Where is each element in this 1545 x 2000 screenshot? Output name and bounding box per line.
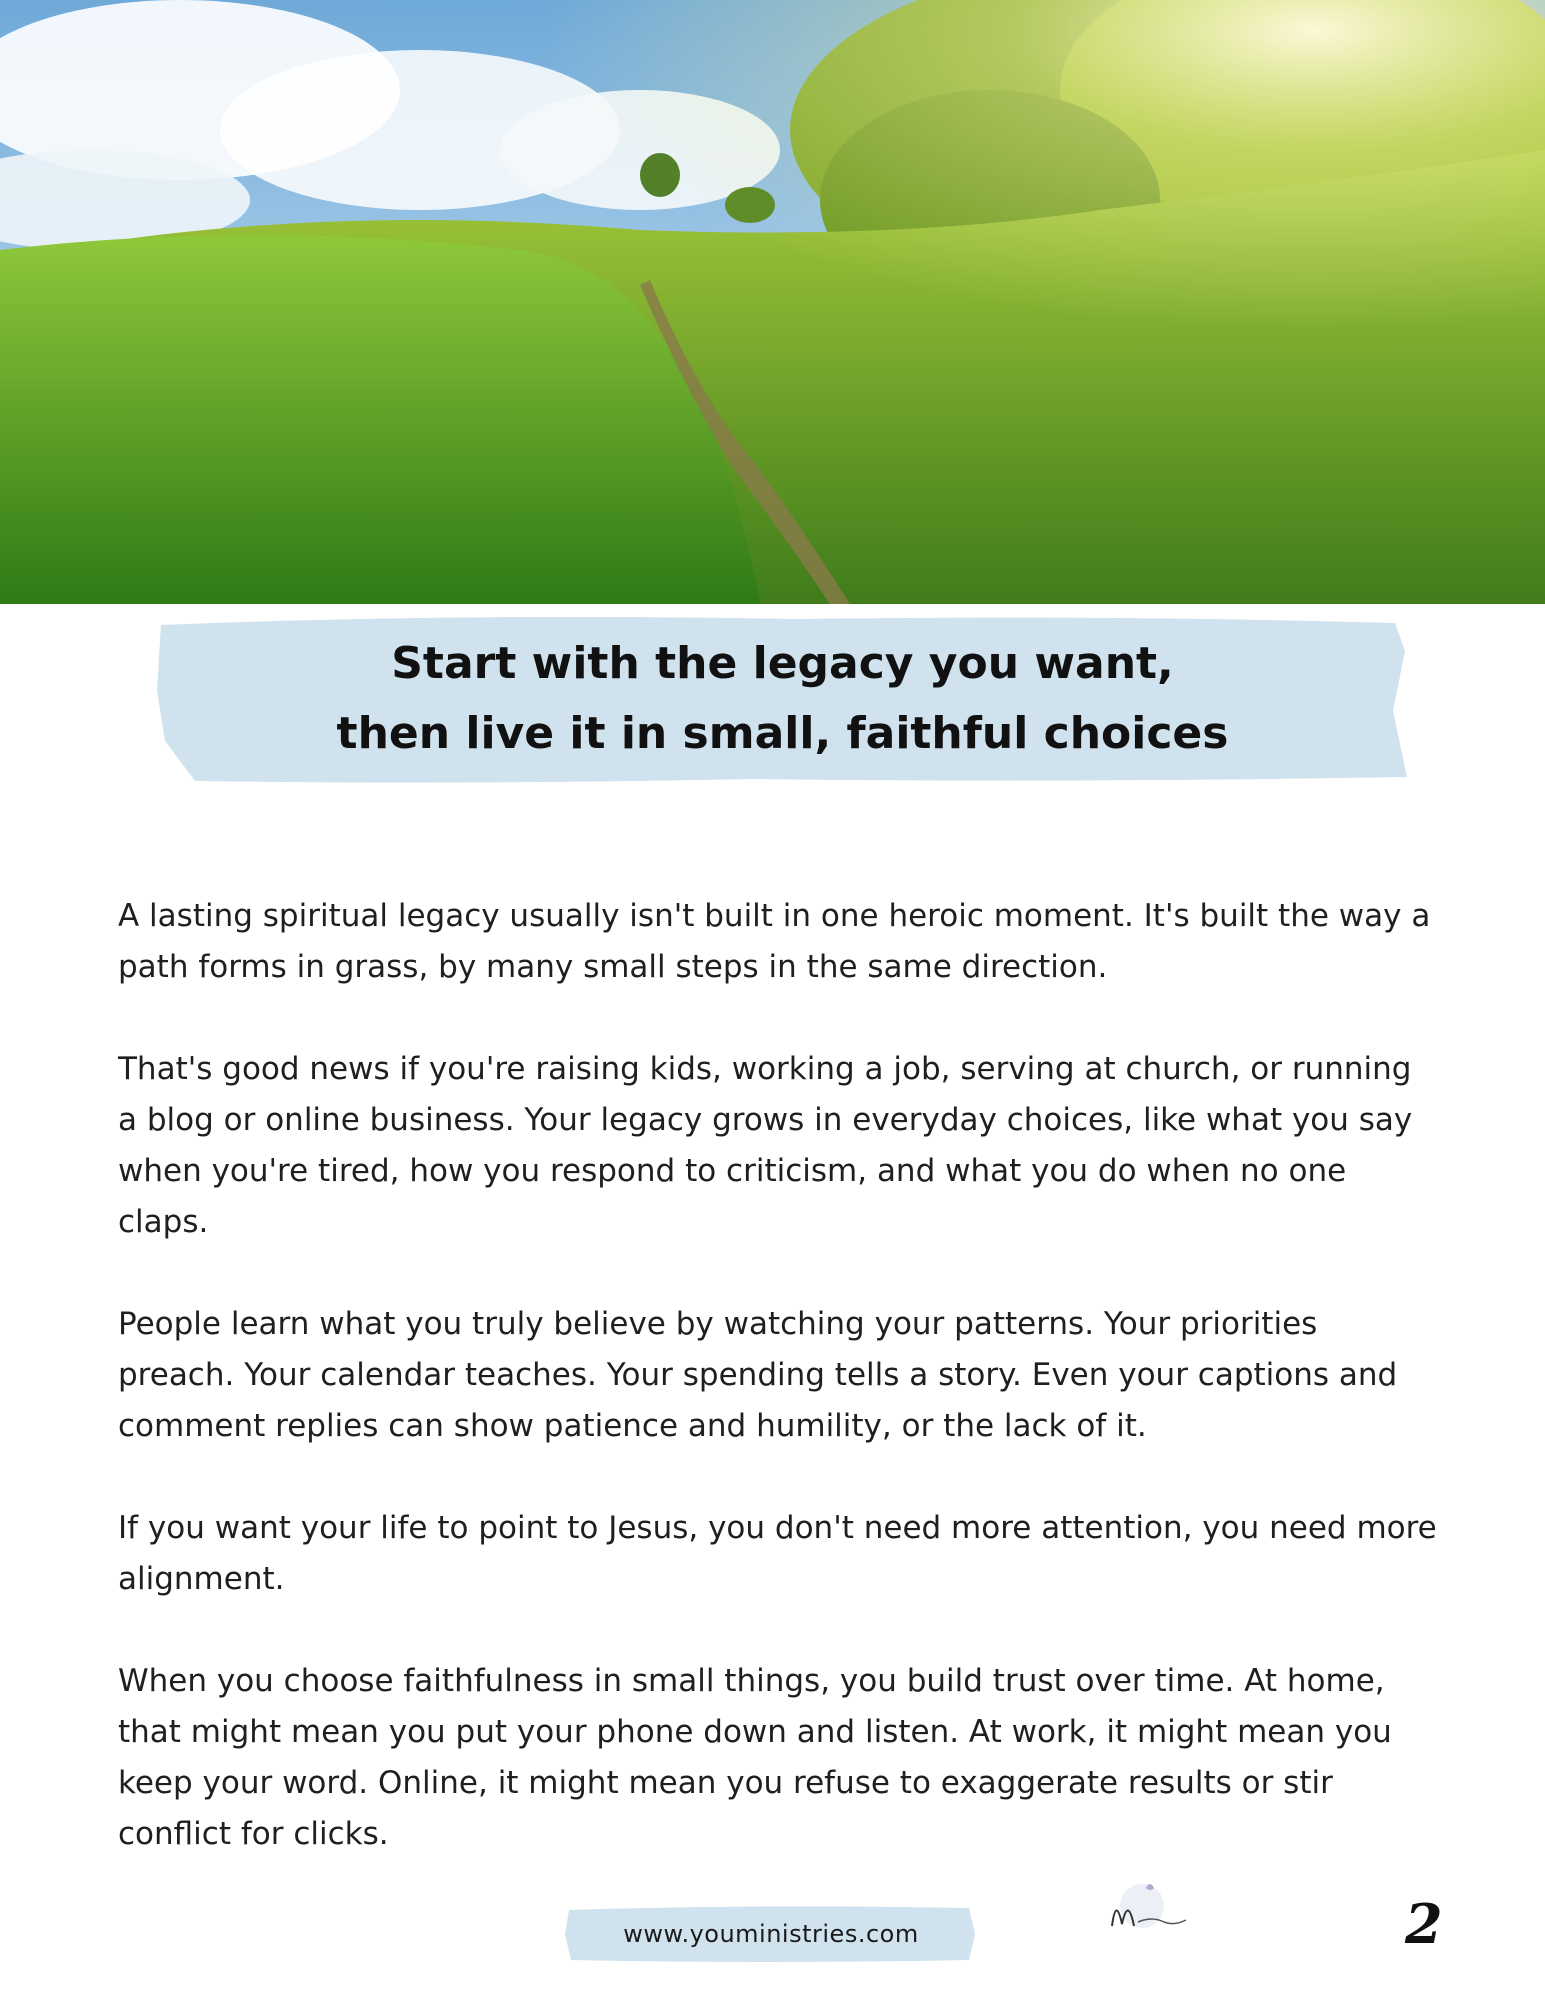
paragraph: A lasting spiritual legacy usually isn't built in one heroic moment. It's built the way a path forms in grass, by many small steps in the same direction.	[118, 898, 1431, 985]
paragraph: When you choose faithfulness in small things, you build trust over time. At home, that might mean you put your phone down and listen. At work, it might mean you keep your word. Online, it might mean you refuse to exaggerate results or stir conflict for clicks.	[118, 1663, 1392, 1852]
hero-image	[0, 0, 1545, 604]
title-banner	[155, 611, 1410, 786]
website-url[interactable]: www.youministries.com	[623, 1920, 919, 1948]
hillside-path-photo	[0, 0, 1545, 604]
paragraph: If you want your life to point to Jesus, you don't need more attention, you need more alignment.	[118, 1510, 1437, 1597]
paragraph: That's good news if you're raising kids, working a job, serving at church, or running a blog or online business. Your legacy grows in everyday choices, like what you say when you're tired, how you respond to criticism, and what you do when no one claps.	[118, 1051, 1413, 1240]
article-body	[118, 891, 1438, 1911]
page-number: 2	[1405, 1892, 1443, 1956]
logo-icon	[1102, 1876, 1202, 1948]
paragraph: People learn what you truly believe by watching your patterns. Your priorities preach. Your calendar teaches. Your spending tells a story. Even your captions and comment replies can show patience and humility, or the lack of it.	[118, 1306, 1398, 1444]
footer-url-banner	[565, 1904, 977, 1964]
ministries-logo	[1102, 1876, 1202, 1948]
page-title-line2: then live it in small, faithful choices	[336, 707, 1229, 759]
page-title-line1: Start with the legacy you want,	[391, 637, 1174, 689]
